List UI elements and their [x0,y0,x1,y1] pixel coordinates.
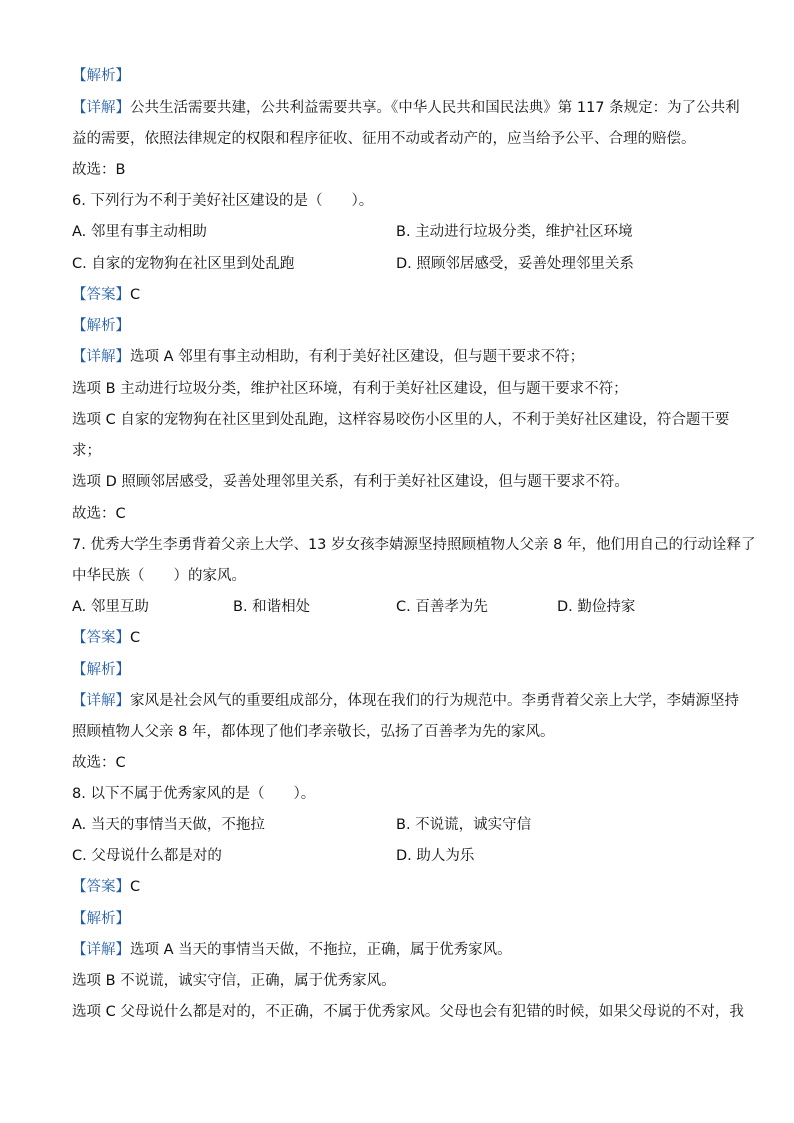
question-7-stem-continued: 中华民族（ ）的家风。 [72,568,246,584]
question-8-option-c: C. 父母说什么都是对的 [72,848,222,864]
question-6-final-choice: 故选：C [72,506,126,522]
question-6-answer: 【答案】C [72,287,141,303]
question-7-option-a: A. 邻里互助 [72,599,149,615]
question-7-option-d: D. 勤俭持家 [557,599,636,615]
question-7-final-choice: 故选：C [72,755,126,771]
question-6-detail-line: 选项 D 照顾邻居感受，妥善处理邻里关系，有利于美好社区建设，但与题干要求不符。 [72,474,629,490]
question-6-analysis-heading: 【解析】 [72,318,130,334]
question-7-answer: 【答案】C [72,630,141,646]
detail-paragraph-continued: 益的需要，依照法律规定的权限和程序征收、征用不动或者动产的，应当给予公平、合理的赔偿。 [72,131,696,147]
question-8-option-b: B. 不说谎，诚实守信 [396,817,532,833]
analysis-heading: 【解析】 [72,68,130,84]
question-8-detail-line: 选项 B 不说谎，诚实守信，正确，属于优秀家风。 [72,973,396,989]
question-8-detail-line: 选项 C 父母说什么都是对的，不正确，不属于优秀家风。父母也会有犯错的时候，如果父母说的不对，我 [72,1004,744,1020]
question-8-option-a: A. 当天的事情当天做，不拖拉 [72,817,265,833]
question-7-detail: 【详解】家风是社会风气的重要组成部分，体现在我们的行为规范中。李勇背着父亲上大学，李婧源坚持 [72,693,739,709]
question-8-stem: 8. 以下不属于优秀家风的是（ ）。 [72,786,316,802]
question-6-option-b: B. 主动进行垃圾分类，维护社区环境 [396,224,633,240]
detail-paragraph: 【详解】公共生活需要共建，公共利益需要共享。《中华人民共和国民法典》第 117 条规定：为了公共利 [72,100,740,116]
question-6-option-c: C. 自家的宠物狗在社区里到处乱跑 [72,256,295,272]
question-7-stem: 7. 优秀大学生李勇背着父亲上大学、13 岁女孩李婧源坚持照顾植物人父亲 8 年，他们用自己的行动诠释了 [72,537,756,553]
question-7-option-c: C. 百善孝为先 [396,599,488,615]
question-7-option-b: B. 和谐相处 [233,599,311,615]
question-6-option-d: D. 照顾邻居感受，妥善处理邻里关系 [396,256,634,272]
question-6-detail-line: 选项 B 主动进行垃圾分类，维护社区环境，有利于美好社区建设，但与题干要求不符； [72,381,628,397]
question-6-detail: 【详解】选项 A 邻里有事主动相助，有利于美好社区建设，但与题干要求不符； [72,349,585,365]
question-6-option-a: A. 邻里有事主动相助 [72,224,207,240]
question-8-answer: 【答案】C [72,879,141,895]
question-6-detail-line: 求； [72,443,101,459]
final-choice: 故选：B [72,162,126,178]
question-6-detail-line: 选项 C 自家的宠物狗在社区里到处乱跑，这样容易咬伤小区里的人，不利于美好社区建设，符合题干要 [72,412,730,428]
question-7-detail-line: 照顾植物人父亲 8 年，都体现了他们孝亲敬长，弘扬了百善孝为先的家风。 [72,724,555,740]
question-7-analysis-heading: 【解析】 [72,662,130,678]
question-8-analysis-heading: 【解析】 [72,911,130,927]
question-8-detail: 【详解】选项 A 当天的事情当天做，不拖拉，正确，属于优秀家风。 [72,942,512,958]
question-8-option-d: D. 助人为乐 [396,848,475,864]
question-6-stem: 6. 下列行为不利于美好社区建设的是（ ）。 [72,193,374,209]
